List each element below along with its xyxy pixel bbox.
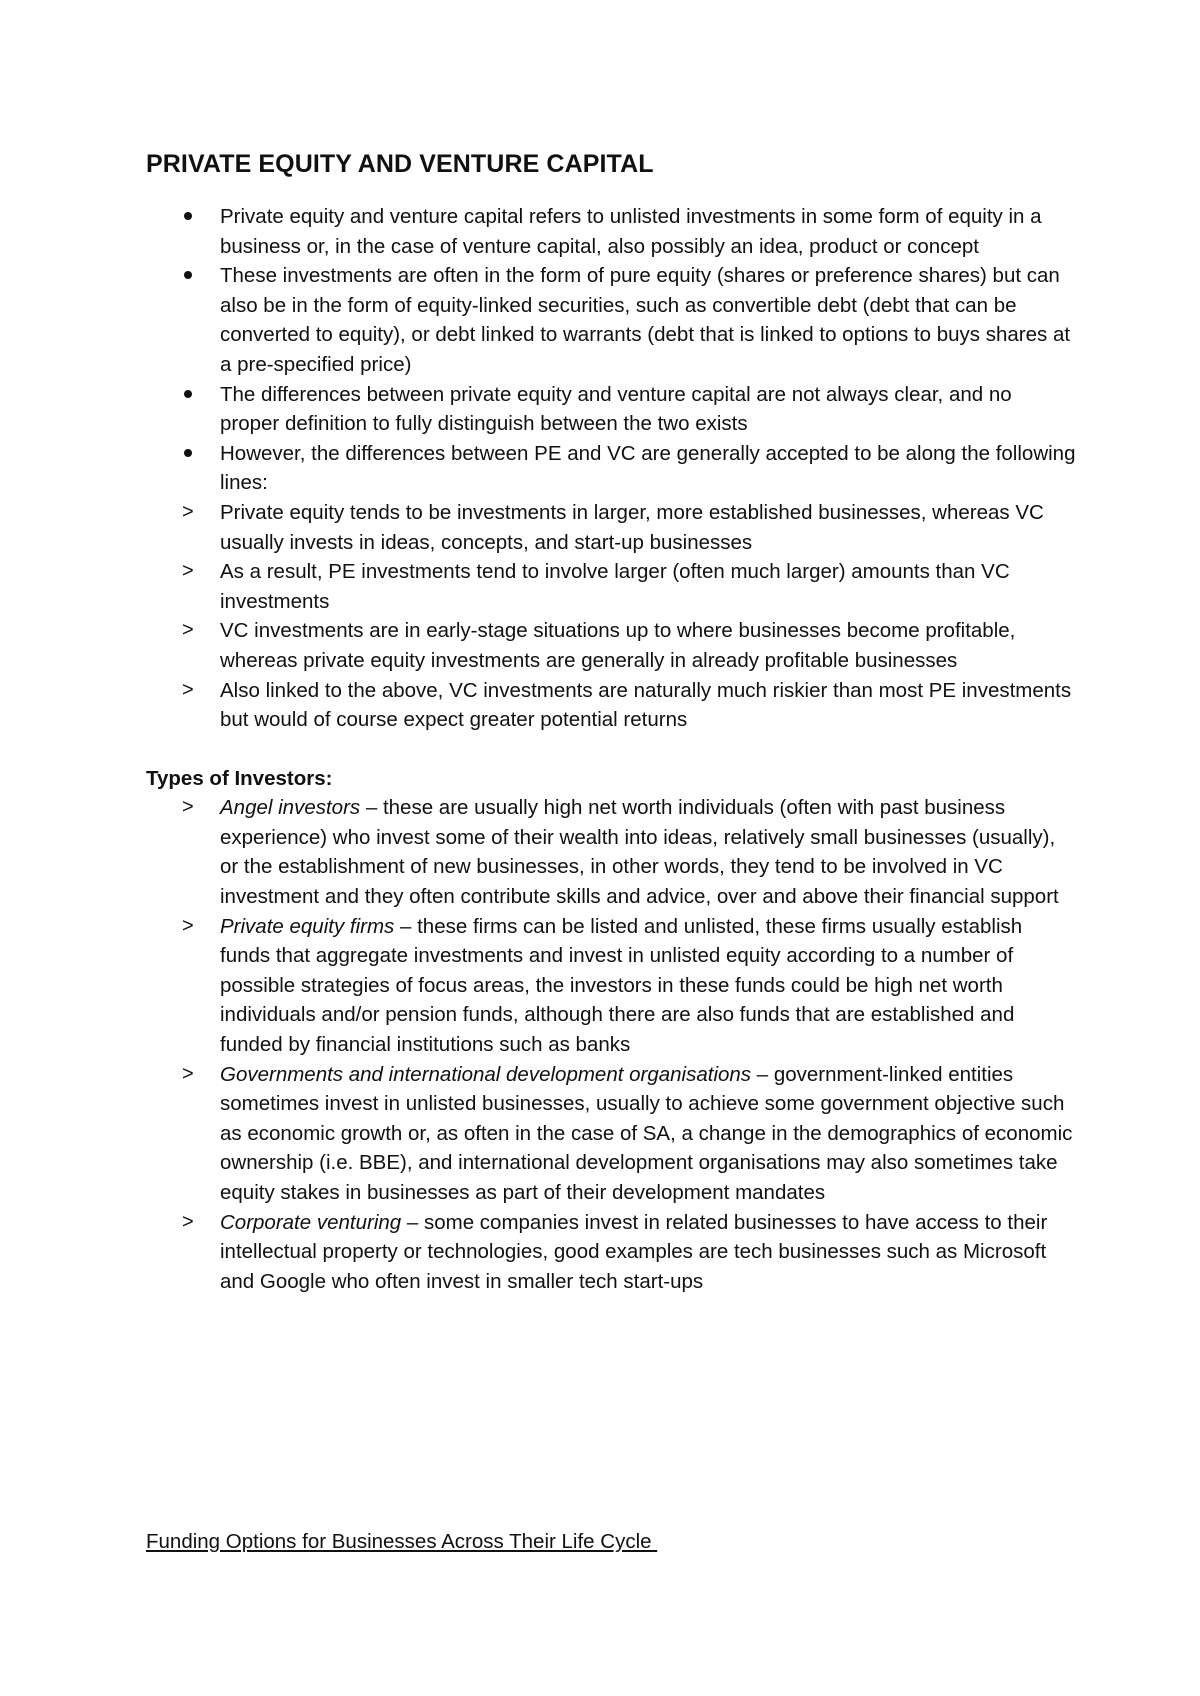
bullet-icon xyxy=(182,380,206,410)
investors-list xyxy=(146,793,1076,1296)
arrow-bullet-icon: > xyxy=(182,796,194,819)
list-item-text: Also linked to the above, VC investments are naturally much riskier than most PE investments but would of course expect greater potential returns xyxy=(220,678,1072,732)
list-item xyxy=(146,202,1076,261)
list-item-text: As a result, PE investments tend to involve larger (often much larger) amounts than VC investments xyxy=(220,560,1010,613)
investor-type-term: Angel investors xyxy=(220,796,361,820)
list-item-text: The differences between private equity and venture capital are not always clear, and no proper definition to fully distinguish between the two exists xyxy=(220,382,1012,436)
arrow-bullet-icon: > xyxy=(182,1062,194,1085)
arrow-bullet-icon: > xyxy=(182,560,194,583)
arrow-bullet-icon: > xyxy=(182,500,194,523)
funding-options-heading: Funding Options for Businesses Across Their Life Cycle xyxy=(146,1530,658,1553)
investors-heading: Types of Investors: xyxy=(146,766,333,790)
document-page xyxy=(146,146,1076,1296)
list-item xyxy=(146,380,1076,439)
arrow-bullet-icon: > xyxy=(182,619,194,642)
list-item xyxy=(146,557,1076,616)
list-item xyxy=(146,793,1076,911)
list-item xyxy=(146,1208,1076,1297)
list-item xyxy=(146,439,1076,498)
document-title: PRIVATE EQUITY AND VENTURE CAPITAL xyxy=(146,150,654,178)
arrow-bullet-icon: > xyxy=(182,1210,194,1233)
investor-type-description: – some companies invest in related businesses to have access to their intellectual property or technologies, good examples are tech businesses such as Microsoft and Google who often invest in smaller tech start-ups xyxy=(220,1210,1048,1293)
list-item-text: Private equity tends to be investments in larger, more established businesses, whereas VC usually invests in ideas, concepts, and start-up businesses xyxy=(220,500,1044,554)
arrow-bullet-icon: > xyxy=(182,678,194,701)
list-item-text: Private equity and venture capital refers to unlisted investments in some form of equity in a business or, in the case of venture capital, also possibly an idea, product or concept xyxy=(220,205,1042,258)
list-item xyxy=(146,1060,1076,1208)
list-item-text: However, the differences between PE and VC are generally accepted to be along the following lines: xyxy=(220,441,1076,495)
bullet-icon xyxy=(182,439,206,469)
list-item xyxy=(146,912,1076,1060)
intro-list xyxy=(146,202,1076,735)
investor-type-term: Governments and international development organisations xyxy=(220,1062,752,1086)
list-item xyxy=(146,261,1076,379)
list-item xyxy=(146,616,1076,675)
investor-type-term: Private equity firms xyxy=(220,914,395,938)
investor-type-description: – government-linked entities sometimes invest in unlisted businesses, usually to achieve some government objective such as economic growth or, as often in the case of SA, a change in the demographics of economic ownership (i.e. BBE), and international development organisations may also sometimes take equity stakes in businesses as part of their development mandates xyxy=(220,1062,1073,1204)
arrow-bullet-icon: > xyxy=(182,914,194,937)
list-item xyxy=(146,498,1076,557)
list-item xyxy=(146,676,1076,735)
investor-type-description: – these are usually high net worth individuals (often with past business experience) who invest some of their wealth into ideas, relatively small businesses (usually), or the establishment of new businesses, in other words, they tend to be involved in VC investment and they often contribute skills and advice, over and above their financial support xyxy=(220,796,1059,909)
investor-type-description: – these firms can be listed and unlisted, these firms usually establish funds that aggregate investments and invest in unlisted equity according to a number of possible strategies of focus areas, the investors in these funds could be high net worth individuals and/or pension funds, although there are also funds that are established and funded by financial institutions such as banks xyxy=(220,914,1023,1057)
list-item-text: VC investments are in early-stage situations up to where businesses become profitable, whereas private equity investments are generally in already profitable businesses xyxy=(220,619,1016,672)
bullet-icon xyxy=(182,261,206,291)
bullet-icon xyxy=(182,202,206,232)
investor-type-term: Corporate venturing xyxy=(220,1210,402,1234)
list-item-text: These investments are often in the form of pure equity (shares or preference shares) but can also be in the form of equity-linked securities, such as convertible debt (debt that can be converted to equity), or debt linked to warrants (debt that is linked to options to buys shares at a pre-specified price) xyxy=(220,264,1071,376)
